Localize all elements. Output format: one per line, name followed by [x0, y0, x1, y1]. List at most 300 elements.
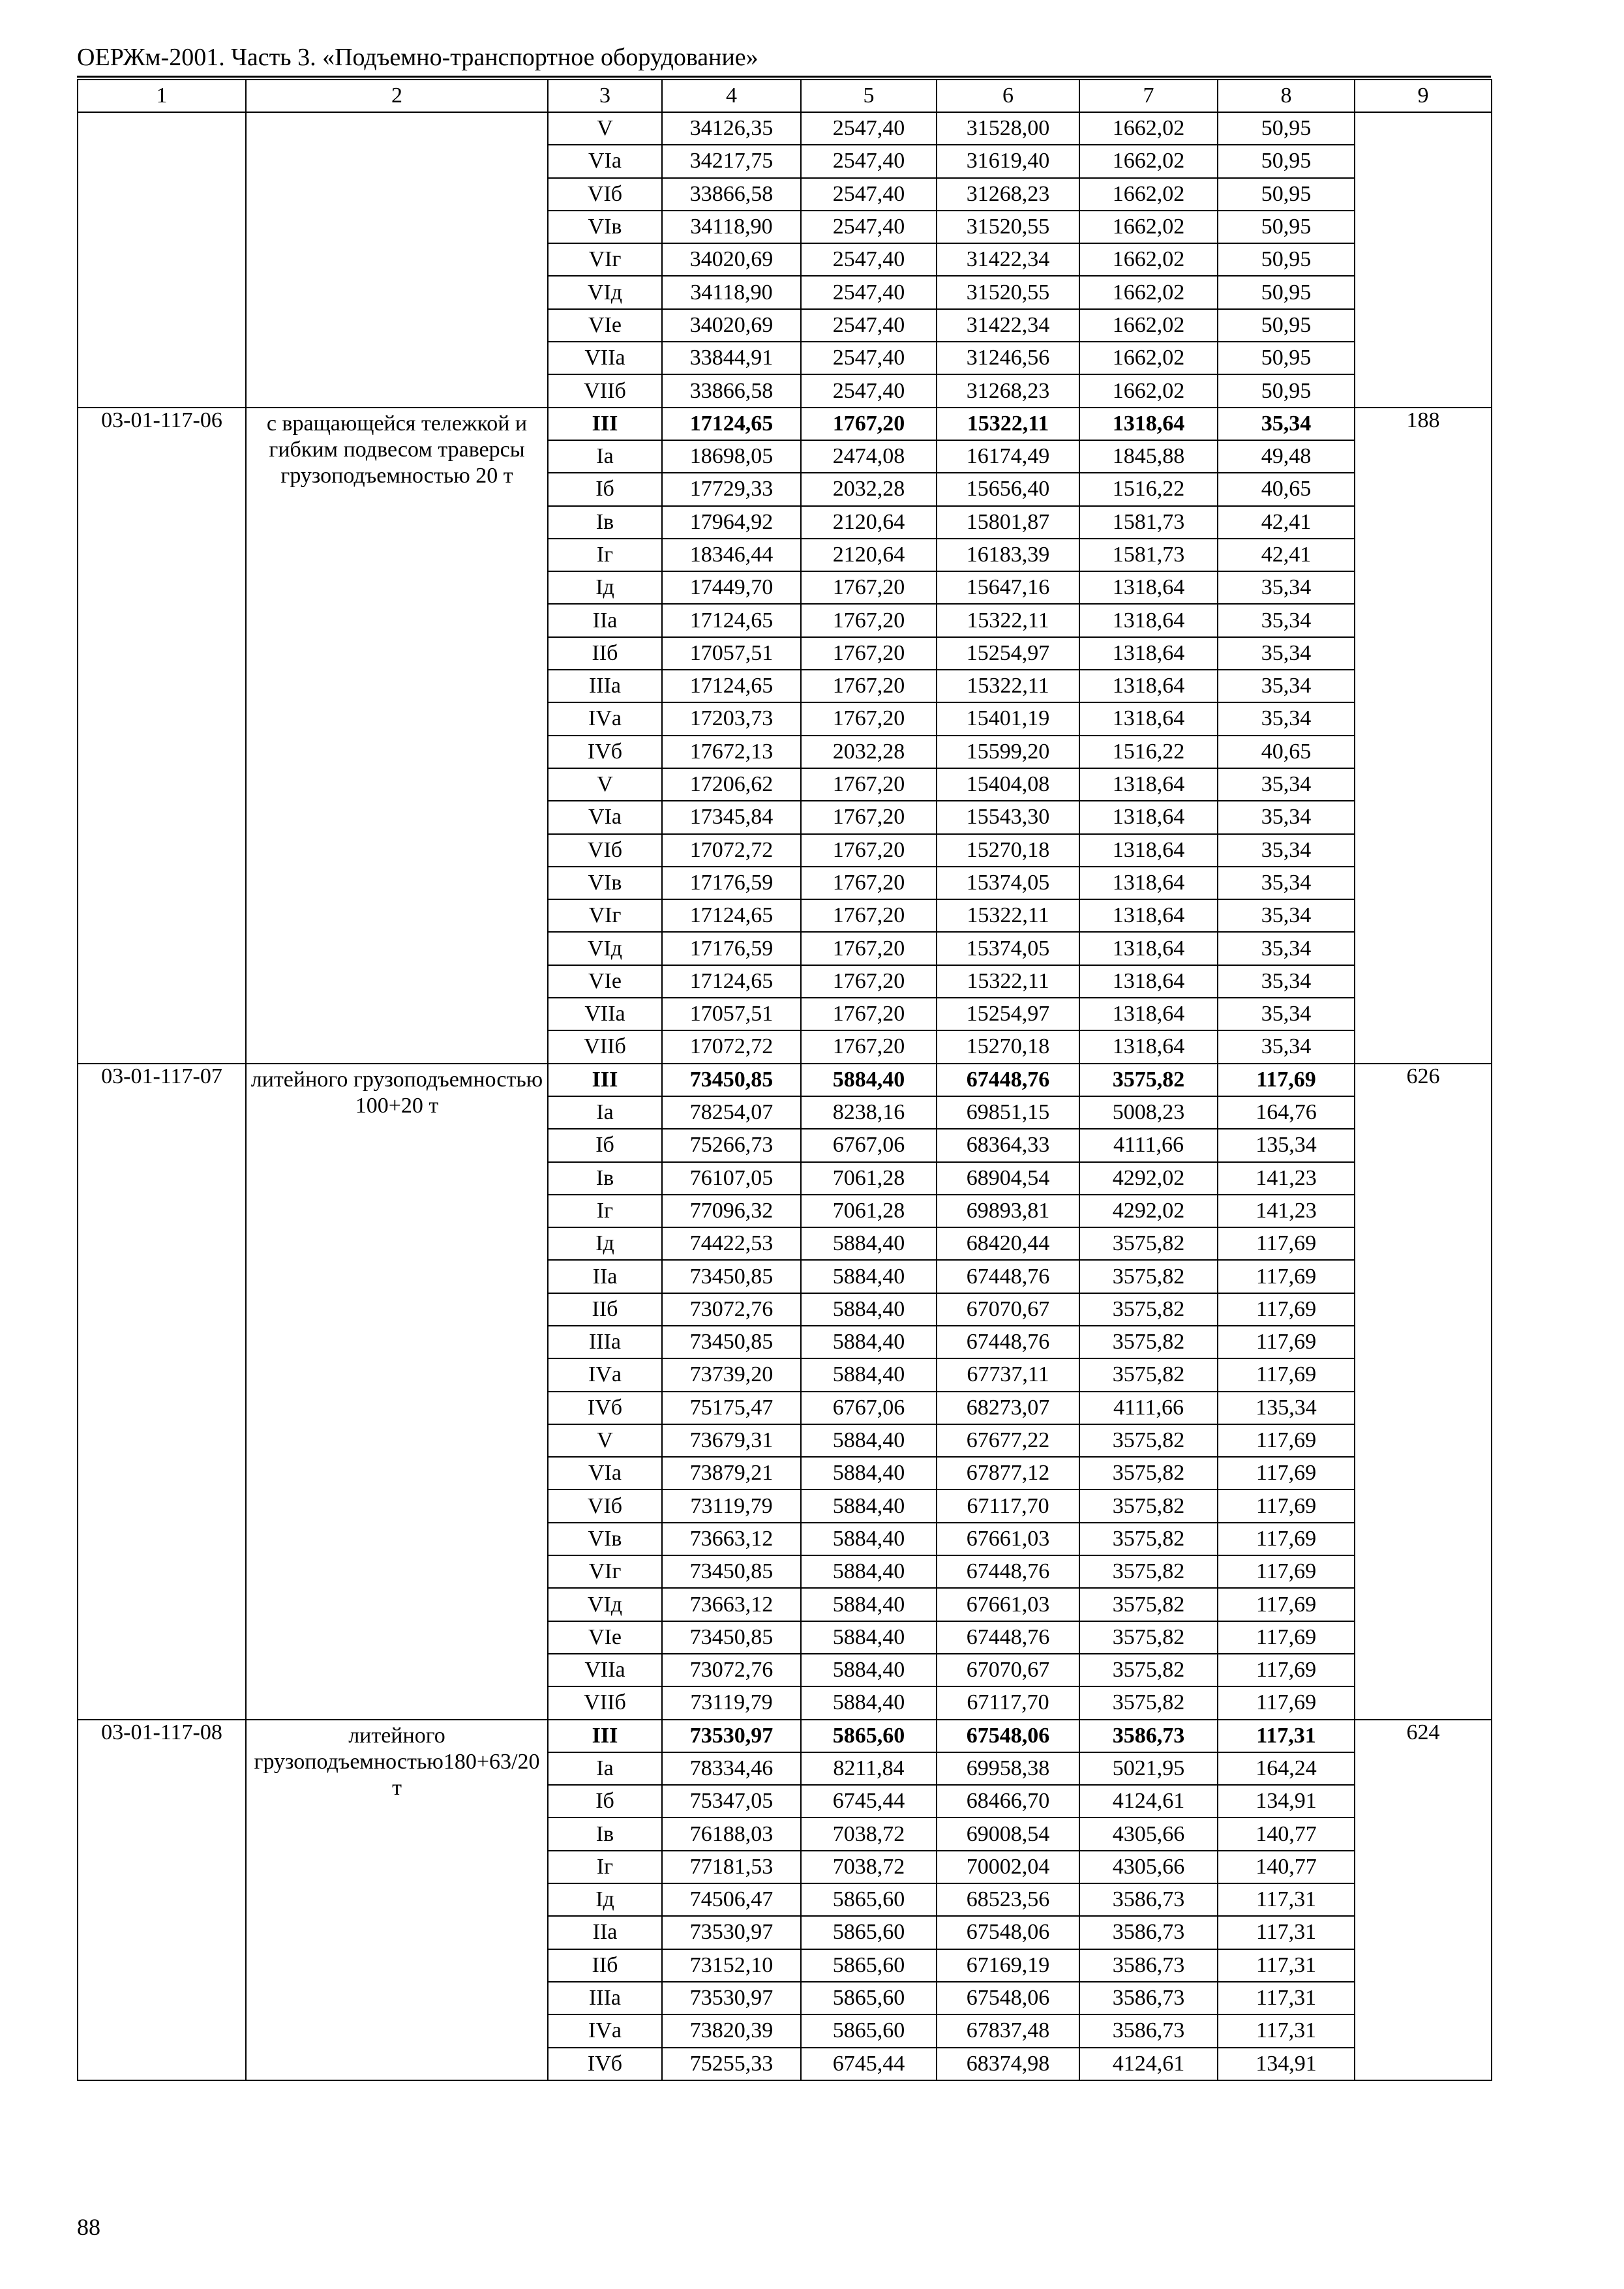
value-cell: 42,41 [1218, 506, 1355, 539]
value-cell: 73663,12 [662, 1523, 801, 1555]
value-cell: 40,65 [1218, 736, 1355, 768]
value-cell: 5884,40 [801, 1260, 937, 1293]
value-cell: 5865,60 [801, 1720, 937, 1752]
value-cell: 2547,40 [801, 374, 937, 407]
value-cell: 67070,67 [937, 1293, 1079, 1326]
column-9-value: 626 [1355, 1064, 1492, 1720]
region-cell: IIIа [548, 670, 662, 702]
region-cell: V [548, 768, 662, 801]
value-cell: 74422,53 [662, 1227, 801, 1260]
region-cell: VIг [548, 1555, 662, 1588]
value-cell: 7038,72 [801, 1818, 937, 1850]
value-cell: 164,24 [1218, 1752, 1355, 1785]
value-cell: 17057,51 [662, 637, 801, 670]
value-cell: 74506,47 [662, 1883, 801, 1916]
value-cell: 67877,12 [937, 1457, 1079, 1489]
value-cell: 5884,40 [801, 1293, 937, 1326]
value-cell: 1662,02 [1079, 342, 1218, 374]
value-cell: 17176,59 [662, 867, 801, 899]
value-cell: 1662,02 [1079, 112, 1218, 145]
value-cell: 50,95 [1218, 178, 1355, 211]
value-cell: 67737,11 [937, 1358, 1079, 1391]
value-cell: 17057,51 [662, 998, 801, 1030]
value-cell: 17672,13 [662, 736, 801, 768]
value-cell: 1662,02 [1079, 276, 1218, 308]
value-cell: 2547,40 [801, 145, 937, 177]
value-cell: 67448,76 [937, 1555, 1079, 1588]
value-cell: 50,95 [1218, 309, 1355, 342]
region-cell: VIб [548, 178, 662, 211]
rate-description [246, 112, 548, 408]
value-cell: 40,65 [1218, 473, 1355, 505]
value-cell: 68364,33 [937, 1129, 1079, 1161]
value-cell: 75266,73 [662, 1129, 801, 1161]
region-cell: Iв [548, 1162, 662, 1195]
value-cell: 67661,03 [937, 1523, 1079, 1555]
value-cell: 1318,64 [1079, 604, 1218, 636]
value-cell: 15322,11 [937, 965, 1079, 998]
value-cell: 31422,34 [937, 243, 1079, 276]
value-cell: 31246,56 [937, 342, 1079, 374]
region-cell: Iб [548, 1129, 662, 1161]
value-cell: 15599,20 [937, 736, 1079, 768]
value-cell: 4111,66 [1079, 1392, 1218, 1424]
value-cell: 2120,64 [801, 506, 937, 539]
value-cell: 75347,05 [662, 1785, 801, 1818]
value-cell: 73119,79 [662, 1686, 801, 1719]
value-cell: 17203,73 [662, 702, 801, 735]
value-cell: 4292,02 [1079, 1195, 1218, 1227]
region-cell: VIе [548, 1621, 662, 1654]
region-cell: VIIа [548, 1654, 662, 1686]
value-cell: 4292,02 [1079, 1162, 1218, 1195]
region-cell: IIIа [548, 1326, 662, 1358]
value-cell: 34020,69 [662, 243, 801, 276]
region-cell: IVб [548, 2048, 662, 2080]
region-cell: III [548, 408, 662, 440]
value-cell: 117,69 [1218, 1293, 1355, 1326]
value-cell: 1845,88 [1079, 440, 1218, 473]
region-cell: IVа [548, 702, 662, 735]
value-cell: 73450,85 [662, 1326, 801, 1358]
value-cell: 2547,40 [801, 342, 937, 374]
value-cell: 17206,62 [662, 768, 801, 801]
region-cell: Iб [548, 1785, 662, 1818]
value-cell: 73530,97 [662, 1982, 801, 2014]
value-cell: 3575,82 [1079, 1260, 1218, 1293]
region-cell: Iг [548, 1851, 662, 1883]
value-cell: 1318,64 [1079, 801, 1218, 833]
region-cell: VIа [548, 1457, 662, 1489]
value-cell: 1318,64 [1079, 670, 1218, 702]
region-cell: VIв [548, 211, 662, 243]
value-cell: 117,69 [1218, 1358, 1355, 1391]
column-header: 8 [1218, 80, 1355, 112]
region-cell: Iв [548, 1818, 662, 1850]
value-cell: 3575,82 [1079, 1227, 1218, 1260]
value-cell: 117,31 [1218, 1982, 1355, 2014]
value-cell: 1318,64 [1079, 768, 1218, 801]
value-cell: 73072,76 [662, 1293, 801, 1326]
value-cell: 1318,64 [1079, 867, 1218, 899]
region-cell: Iа [548, 440, 662, 473]
value-cell: 117,69 [1218, 1588, 1355, 1621]
value-cell: 33844,91 [662, 342, 801, 374]
value-cell: 73679,31 [662, 1424, 801, 1457]
value-cell: 31422,34 [937, 309, 1079, 342]
value-cell: 117,69 [1218, 1555, 1355, 1588]
value-cell: 5884,40 [801, 1064, 937, 1096]
value-cell: 1318,64 [1079, 571, 1218, 604]
value-cell: 5008,23 [1079, 1096, 1218, 1129]
value-cell: 6745,44 [801, 1785, 937, 1818]
column-header: 2 [246, 80, 548, 112]
value-cell: 1767,20 [801, 702, 937, 735]
value-cell: 18346,44 [662, 539, 801, 571]
value-cell: 15270,18 [937, 1030, 1079, 1063]
value-cell: 2547,40 [801, 243, 937, 276]
value-cell: 34020,69 [662, 309, 801, 342]
value-cell: 1767,20 [801, 899, 937, 932]
value-cell: 117,69 [1218, 1489, 1355, 1522]
value-cell: 73530,97 [662, 1916, 801, 1949]
value-cell: 35,34 [1218, 932, 1355, 965]
value-cell: 8211,84 [801, 1752, 937, 1785]
value-cell: 3586,73 [1079, 1916, 1218, 1949]
value-cell: 73879,21 [662, 1457, 801, 1489]
value-cell: 3586,73 [1079, 1949, 1218, 1982]
column-header: 6 [937, 80, 1079, 112]
value-cell: 3575,82 [1079, 1064, 1218, 1096]
value-cell: 141,23 [1218, 1195, 1355, 1227]
value-cell: 5884,40 [801, 1358, 937, 1391]
value-cell: 17449,70 [662, 571, 801, 604]
value-cell: 117,31 [1218, 1883, 1355, 1916]
column-9-value: 624 [1355, 1720, 1492, 2080]
value-cell: 78254,07 [662, 1096, 801, 1129]
value-cell: 73072,76 [662, 1654, 801, 1686]
value-cell: 67448,76 [937, 1326, 1079, 1358]
value-cell: 134,91 [1218, 2048, 1355, 2080]
value-cell: 1662,02 [1079, 178, 1218, 211]
value-cell: 1767,20 [801, 867, 937, 899]
value-cell: 4124,61 [1079, 2048, 1218, 2080]
column-header: 4 [662, 80, 801, 112]
region-cell: VIIб [548, 374, 662, 407]
table-row [78, 1720, 1492, 1752]
value-cell: 15254,97 [937, 637, 1079, 670]
value-cell: 140,77 [1218, 1818, 1355, 1850]
value-cell: 1767,20 [801, 768, 937, 801]
column-header: 3 [548, 80, 662, 112]
value-cell: 3575,82 [1079, 1555, 1218, 1588]
value-cell: 140,77 [1218, 1851, 1355, 1883]
value-cell: 3586,73 [1079, 1720, 1218, 1752]
value-cell: 15322,11 [937, 899, 1079, 932]
value-cell: 15543,30 [937, 801, 1079, 833]
value-cell: 78334,46 [662, 1752, 801, 1785]
value-cell: 3575,82 [1079, 1523, 1218, 1555]
value-cell: 42,41 [1218, 539, 1355, 571]
value-cell: 68420,44 [937, 1227, 1079, 1260]
value-cell: 15270,18 [937, 834, 1079, 867]
value-cell: 1318,64 [1079, 834, 1218, 867]
rate-description: литейного грузоподъемностью180+63/20 т [246, 1720, 548, 2080]
value-cell: 1662,02 [1079, 309, 1218, 342]
value-cell: 117,69 [1218, 1523, 1355, 1555]
value-cell: 4305,66 [1079, 1851, 1218, 1883]
table-row [78, 1064, 1492, 1096]
value-cell: 76107,05 [662, 1162, 801, 1195]
value-cell: 5884,40 [801, 1489, 937, 1522]
region-cell: Iд [548, 1227, 662, 1260]
region-cell: IVб [548, 1392, 662, 1424]
column-header: 9 [1355, 80, 1492, 112]
value-cell: 73530,97 [662, 1720, 801, 1752]
value-cell: 16174,49 [937, 440, 1079, 473]
value-cell: 73450,85 [662, 1064, 801, 1096]
value-cell: 1581,73 [1079, 506, 1218, 539]
column-9-value [1355, 112, 1492, 408]
value-cell: 35,34 [1218, 801, 1355, 833]
value-cell: 67169,19 [937, 1949, 1079, 1982]
value-cell: 4124,61 [1079, 1785, 1218, 1818]
value-cell: 35,34 [1218, 637, 1355, 670]
value-cell: 75175,47 [662, 1392, 801, 1424]
value-cell: 5865,60 [801, 1982, 937, 2014]
value-cell: 1318,64 [1079, 965, 1218, 998]
value-cell: 134,91 [1218, 1785, 1355, 1818]
value-cell: 67548,06 [937, 1720, 1079, 1752]
value-cell: 15656,40 [937, 473, 1079, 505]
value-cell: 31528,00 [937, 112, 1079, 145]
region-cell: VIв [548, 1523, 662, 1555]
value-cell: 2547,40 [801, 211, 937, 243]
value-cell: 117,69 [1218, 1064, 1355, 1096]
value-cell: 1767,20 [801, 408, 937, 440]
value-cell: 50,95 [1218, 374, 1355, 407]
value-cell: 15401,19 [937, 702, 1079, 735]
region-cell: III [548, 1720, 662, 1752]
region-cell: VIе [548, 965, 662, 998]
value-cell: 117,69 [1218, 1621, 1355, 1654]
value-cell: 1318,64 [1079, 998, 1218, 1030]
value-cell: 50,95 [1218, 211, 1355, 243]
value-cell: 68904,54 [937, 1162, 1079, 1195]
value-cell: 7038,72 [801, 1851, 937, 1883]
value-cell: 117,31 [1218, 1720, 1355, 1752]
region-cell: VIд [548, 276, 662, 308]
region-cell: IVа [548, 2014, 662, 2047]
value-cell: 2474,08 [801, 440, 937, 473]
value-cell: 7061,28 [801, 1195, 937, 1227]
value-cell: 69851,15 [937, 1096, 1079, 1129]
value-cell: 50,95 [1218, 112, 1355, 145]
value-cell: 3575,82 [1079, 1326, 1218, 1358]
value-cell: 7061,28 [801, 1162, 937, 1195]
value-cell: 15322,11 [937, 604, 1079, 636]
value-cell: 1318,64 [1079, 932, 1218, 965]
value-cell: 68523,56 [937, 1883, 1079, 1916]
value-cell: 17124,65 [662, 899, 801, 932]
region-cell: Iб [548, 473, 662, 505]
region-cell: IIа [548, 1916, 662, 1949]
region-cell: IIIа [548, 1982, 662, 2014]
value-cell: 1318,64 [1079, 702, 1218, 735]
value-cell: 2547,40 [801, 178, 937, 211]
value-cell: 15647,16 [937, 571, 1079, 604]
value-cell: 75255,33 [662, 2048, 801, 2080]
value-cell: 1767,20 [801, 998, 937, 1030]
value-cell: 1767,20 [801, 1030, 937, 1063]
region-cell: Iа [548, 1752, 662, 1785]
value-cell: 17124,65 [662, 604, 801, 636]
value-cell: 1318,64 [1079, 408, 1218, 440]
value-cell: 3586,73 [1079, 1883, 1218, 1916]
value-cell: 73450,85 [662, 1555, 801, 1588]
value-cell: 2547,40 [801, 112, 937, 145]
value-cell: 50,95 [1218, 145, 1355, 177]
value-cell: 5021,95 [1079, 1752, 1218, 1785]
value-cell: 141,23 [1218, 1162, 1355, 1195]
value-cell: 73820,39 [662, 2014, 801, 2047]
region-cell: III [548, 1064, 662, 1096]
value-cell: 35,34 [1218, 965, 1355, 998]
value-cell: 5865,60 [801, 1949, 937, 1982]
value-cell: 70002,04 [937, 1851, 1079, 1883]
region-cell: VIIб [548, 1030, 662, 1063]
value-cell: 50,95 [1218, 342, 1355, 374]
value-cell: 17345,84 [662, 801, 801, 833]
column-header: 5 [801, 80, 937, 112]
value-cell: 67117,70 [937, 1686, 1079, 1719]
value-cell: 67117,70 [937, 1489, 1079, 1522]
value-cell: 1662,02 [1079, 243, 1218, 276]
rates-table [77, 79, 1492, 2081]
value-cell: 117,69 [1218, 1326, 1355, 1358]
region-cell: IIб [548, 1949, 662, 1982]
value-cell: 73450,85 [662, 1260, 801, 1293]
value-cell: 2032,28 [801, 736, 937, 768]
page-number: 88 [77, 2214, 100, 2240]
value-cell: 15801,87 [937, 506, 1079, 539]
region-cell: Iг [548, 1195, 662, 1227]
value-cell: 15254,97 [937, 998, 1079, 1030]
value-cell: 33866,58 [662, 178, 801, 211]
rate-description: с вращающейся тележкой и гибким подвесом траверсы грузоподъемностью 20 т [246, 408, 548, 1064]
value-cell: 17964,92 [662, 506, 801, 539]
value-cell: 8238,16 [801, 1096, 937, 1129]
value-cell: 17124,65 [662, 670, 801, 702]
region-cell: IIб [548, 1293, 662, 1326]
value-cell: 6767,06 [801, 1392, 937, 1424]
value-cell: 73450,85 [662, 1621, 801, 1654]
value-cell: 17729,33 [662, 473, 801, 505]
value-cell: 1662,02 [1079, 374, 1218, 407]
value-cell: 67448,76 [937, 1621, 1079, 1654]
column-number-row [78, 80, 1492, 112]
column-9-value: 188 [1355, 408, 1492, 1064]
region-cell: VIд [548, 1588, 662, 1621]
value-cell: 1767,20 [801, 932, 937, 965]
value-cell: 1662,02 [1079, 211, 1218, 243]
value-cell: 1767,20 [801, 604, 937, 636]
value-cell: 67548,06 [937, 1916, 1079, 1949]
table-row [78, 408, 1492, 440]
value-cell: 31619,40 [937, 145, 1079, 177]
value-cell: 76188,03 [662, 1818, 801, 1850]
value-cell: 35,34 [1218, 834, 1355, 867]
value-cell: 35,34 [1218, 1030, 1355, 1063]
value-cell: 3586,73 [1079, 2014, 1218, 2047]
header-rule [77, 76, 1491, 78]
rate-description: литейного грузоподъемностью 100+20 т [246, 1064, 548, 1720]
value-cell: 67661,03 [937, 1588, 1079, 1621]
value-cell: 15374,05 [937, 932, 1079, 965]
value-cell: 34126,35 [662, 112, 801, 145]
region-cell: Iд [548, 571, 662, 604]
value-cell: 77096,32 [662, 1195, 801, 1227]
value-cell: 69958,38 [937, 1752, 1079, 1785]
value-cell: 117,31 [1218, 1949, 1355, 1982]
value-cell: 5884,40 [801, 1686, 937, 1719]
value-cell: 2120,64 [801, 539, 937, 571]
rate-code: 03-01-117-06 [78, 408, 246, 1064]
value-cell: 2547,40 [801, 309, 937, 342]
value-cell: 1767,20 [801, 571, 937, 604]
rate-code: 03-01-117-08 [78, 1720, 246, 2080]
value-cell: 67448,76 [937, 1064, 1079, 1096]
value-cell: 5884,40 [801, 1227, 937, 1260]
value-cell: 135,34 [1218, 1392, 1355, 1424]
value-cell: 67677,22 [937, 1424, 1079, 1457]
value-cell: 5884,40 [801, 1326, 937, 1358]
value-cell: 67070,67 [937, 1654, 1079, 1686]
value-cell: 5865,60 [801, 1883, 937, 1916]
region-cell: IVа [548, 1358, 662, 1391]
value-cell: 17072,72 [662, 834, 801, 867]
column-header: 7 [1079, 80, 1218, 112]
region-cell: VIIа [548, 342, 662, 374]
value-cell: 4111,66 [1079, 1129, 1218, 1161]
value-cell: 35,34 [1218, 670, 1355, 702]
value-cell: 31520,55 [937, 211, 1079, 243]
value-cell: 35,34 [1218, 571, 1355, 604]
value-cell: 35,34 [1218, 702, 1355, 735]
region-cell: VIг [548, 243, 662, 276]
column-header: 1 [78, 80, 246, 112]
table-row [78, 112, 1492, 145]
region-cell: IVб [548, 736, 662, 768]
region-cell: IIа [548, 1260, 662, 1293]
value-cell: 1767,20 [801, 965, 937, 998]
region-cell: Iд [548, 1883, 662, 1916]
value-cell: 1767,20 [801, 637, 937, 670]
region-cell: IIб [548, 637, 662, 670]
value-cell: 31268,23 [937, 374, 1079, 407]
region-cell: Iг [548, 539, 662, 571]
value-cell: 5884,40 [801, 1654, 937, 1686]
value-cell: 1516,22 [1079, 736, 1218, 768]
value-cell: 31268,23 [937, 178, 1079, 211]
region-cell: Iв [548, 506, 662, 539]
value-cell: 1516,22 [1079, 473, 1218, 505]
value-cell: 117,69 [1218, 1227, 1355, 1260]
value-cell: 34118,90 [662, 211, 801, 243]
value-cell: 77181,53 [662, 1851, 801, 1883]
value-cell: 3575,82 [1079, 1293, 1218, 1326]
value-cell: 34118,90 [662, 276, 801, 308]
